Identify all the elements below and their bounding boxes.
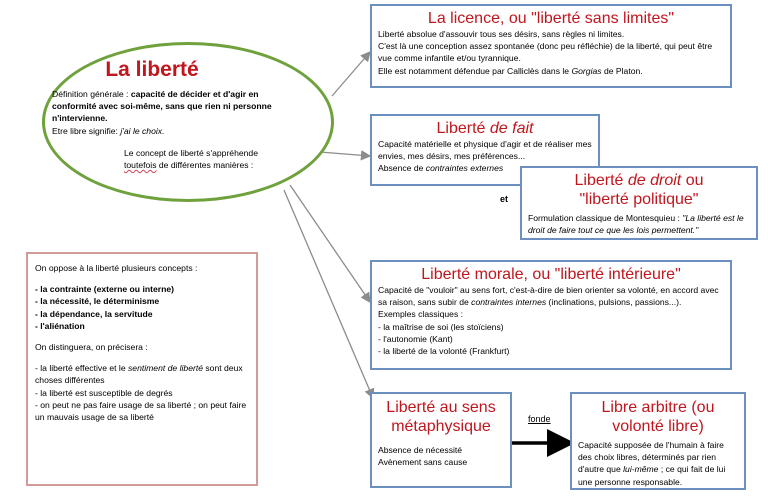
oppose-d1: - la liberté effective et le sentiment de liberté sont deux choses différentes bbox=[35, 363, 243, 386]
definition-text: Définition générale : capacité de décider et d'agir en conformité avec soi-même, sans que rien ni personne n'intervienne. bbox=[52, 89, 272, 124]
metaphysique-line-1: Absence de nécessité bbox=[378, 445, 463, 455]
oppose-d2: - la liberté est susceptible de degrés bbox=[35, 387, 173, 398]
libre-arbitre-box bbox=[570, 392, 746, 490]
arrow-to-licence bbox=[332, 52, 370, 96]
metaphysique-box bbox=[370, 392, 512, 488]
etre-libre-text: Etre libre signifie: j'ai le choix. bbox=[52, 125, 165, 136]
oppose-item: - l'aliénation bbox=[35, 320, 85, 331]
droit-line-1: Formulation classique de Montesquieu : "La liberté est le droit de faire tout ce que les lois permettent." bbox=[528, 213, 744, 236]
morale-item: - l'autonomie (Kant) bbox=[378, 333, 453, 344]
arrow-to-fait bbox=[320, 152, 370, 156]
concept-text: Le concept de liberté s'appréhende toutefois de différentes manières : bbox=[124, 147, 258, 171]
et-label: et bbox=[500, 194, 509, 204]
droit-title: Liberté de droit ou "liberté politique" bbox=[574, 172, 704, 208]
oppose-box bbox=[26, 252, 258, 486]
oppose-intro: On oppose à la liberté plusieurs concepts : bbox=[35, 263, 198, 273]
licence-line-3: Elle est notamment défendue par Calliclès dans le Gorgias de Platon. bbox=[378, 65, 643, 76]
metaphysique-title: Liberté au sens métaphysique bbox=[386, 399, 496, 435]
oppose-distinguera: On distinguera, on précisera : bbox=[35, 342, 148, 353]
fait-title: Liberté de fait bbox=[436, 120, 534, 137]
arrow-to-metaphysique bbox=[284, 190, 373, 398]
morale-title: Liberté morale, ou "liberté intérieure" bbox=[421, 266, 681, 283]
oppose-item: - la dépendance, la servitude bbox=[35, 308, 153, 319]
licence-title: La licence, ou "liberté sans limites" bbox=[427, 10, 675, 27]
morale-box bbox=[370, 260, 732, 370]
arrow-to-morale bbox=[290, 185, 370, 302]
morale-line-1: Capacité de "vouloir" au sens fort, c'est-à-dire de bien orienter sa volonté, en accord avec sa raison, sans subir de contraintes internes (inclinations, pulsions, passions...). bbox=[378, 285, 719, 308]
droit-box bbox=[520, 166, 758, 240]
main-content bbox=[52, 58, 287, 171]
licence-line-1: Liberté absolue d'assouvir tous ses désirs, sans règles ni limites. bbox=[378, 29, 625, 39]
morale-item: - la maîtrise de soi (les stoïciens) bbox=[378, 321, 504, 332]
libre-arbitre-title: Libre arbitre (ou volonté libre) bbox=[601, 399, 715, 435]
main-title: La liberté bbox=[105, 58, 199, 81]
morale-item: - la liberté de la volonté (Frankfurt) bbox=[378, 346, 510, 357]
oppose-d3: - on peut ne pas faire usage de sa liberté ; on peut faire un mauvais usage de sa liberté bbox=[35, 399, 247, 423]
fait-line-1: Capacité matérielle et physique d'agir et de réaliser mes envies, mes désirs, mes préférences... bbox=[378, 139, 592, 162]
oppose-item: - la contrainte (externe ou interne) bbox=[35, 284, 174, 295]
licence-box bbox=[370, 4, 732, 88]
metaphysique-line-2: Avènement sans cause bbox=[378, 457, 468, 468]
oppose-item: - la nécessité, le déterminisme bbox=[35, 296, 160, 307]
fait-line-2: Absence de contraintes externes bbox=[378, 163, 504, 174]
libre-arbitre-line-1: Capacité supposée de l'humain à faire des choix libres, déterminés par rien d'autre que lui-même ; ce qui fait de lui une personne responsable. bbox=[578, 440, 726, 487]
fonde-label: fonde bbox=[528, 414, 551, 424]
morale-line-2: Exemples classiques : bbox=[378, 309, 464, 320]
licence-line-2: C'est là une conception assez spontanée (donc peu réfléchie) de la liberté, qui peut être vue comme infantile et/ou tyrannique. bbox=[378, 41, 713, 64]
